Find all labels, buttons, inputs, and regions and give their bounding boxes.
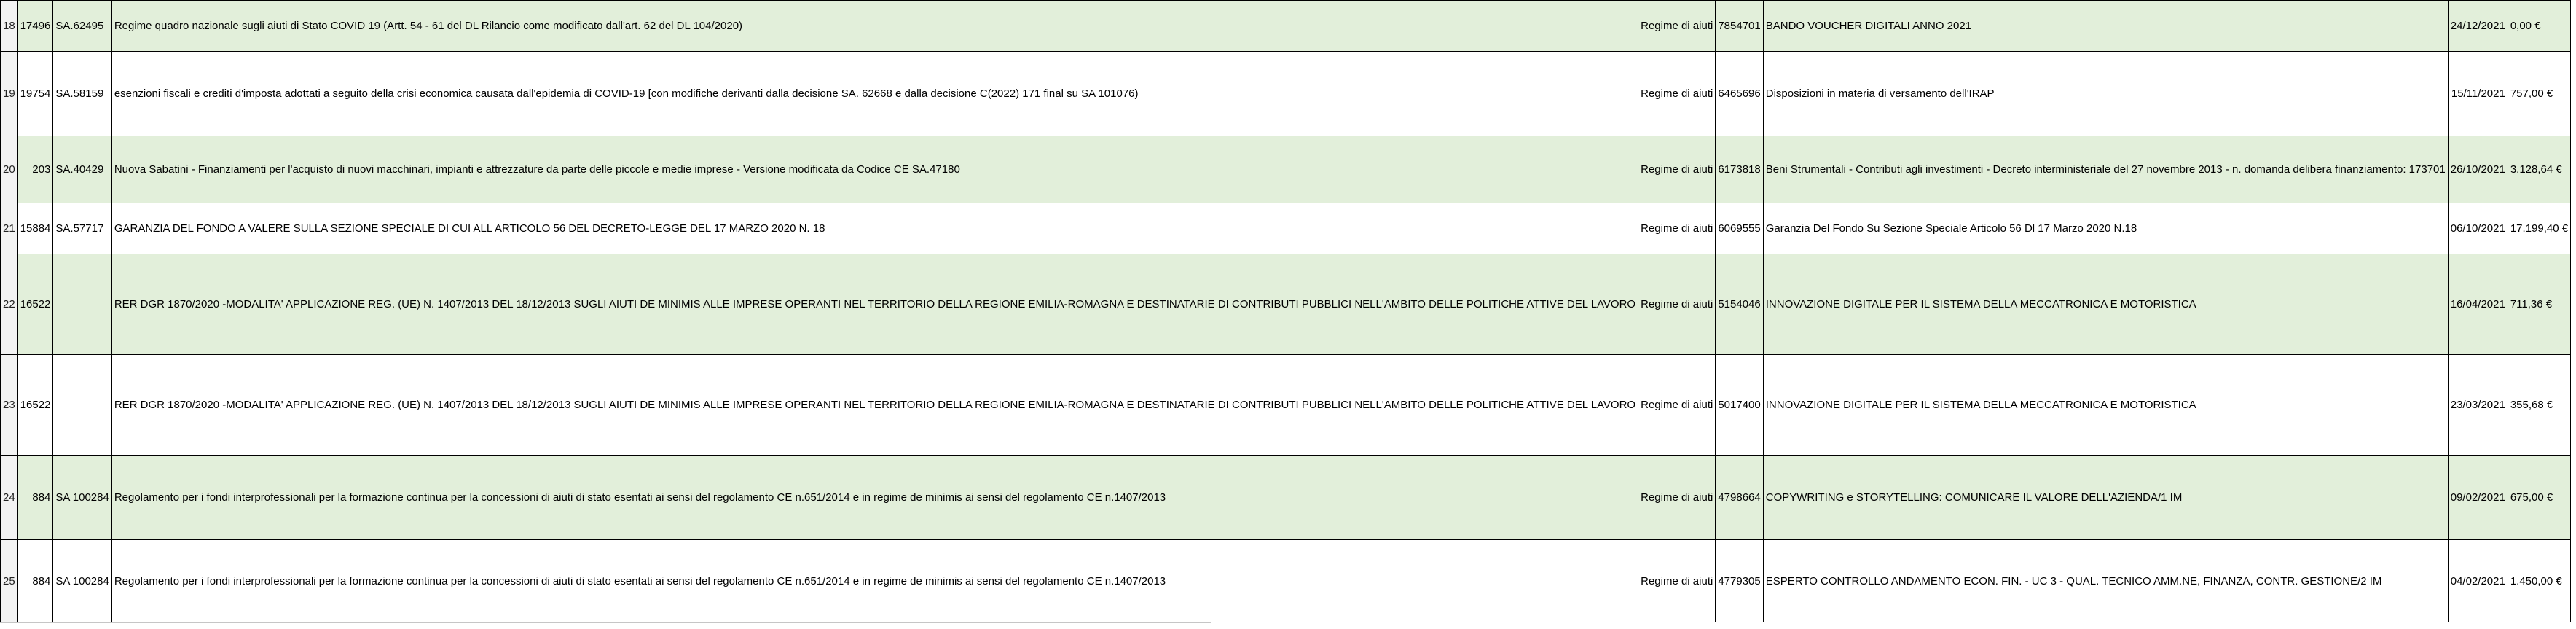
cell-project-title[interactable]: Beni Strumentali - Contributi agli investimenti - Decreto interministeriale del 27 novembre 2013 - n. domanda delibera finanziamento: 173701 <box>1763 136 2448 203</box>
cell-amount[interactable]: 3.128,64 € <box>2508 136 2570 203</box>
cell-regime-title[interactable]: esenzioni fiscali e crediti d'imposta adottati a seguito della crisi economica causata dall'epidemia di COVID-19 [con modifiche derivanti dalla decisione SA. 62668 e dalla decisione C(2022) 171 final su SA 101076) <box>111 52 1638 136</box>
cell-type[interactable]: Regime di aiuti <box>1638 52 1716 136</box>
table-row <box>1 254 2576 355</box>
cell-amount[interactable]: 1.450,00 € <box>2508 540 2570 622</box>
cell-code[interactable]: SA.40429 <box>53 136 111 203</box>
cell-code[interactable]: SA 100284 <box>53 456 111 540</box>
cell-cor[interactable]: 6069555 <box>1716 203 1763 254</box>
cell-cor[interactable]: 4779305 <box>1716 540 1763 622</box>
cell-date[interactable]: 06/10/2021 <box>2448 203 2508 254</box>
row-header[interactable]: 23 <box>1 355 18 456</box>
cell-project-title[interactable]: COPYWRITING e STORYTELLING: COMUNICARE IL VALORE DELL'AZIENDA/1 IM <box>1763 456 2448 540</box>
empty-cell[interactable] <box>2571 203 2576 254</box>
table-row <box>1 203 2576 254</box>
cell-date[interactable]: 16/04/2021 <box>2448 254 2508 355</box>
cell-cor[interactable]: 5154046 <box>1716 254 1763 355</box>
row-header[interactable]: 19 <box>1 52 18 136</box>
cell-project-title[interactable]: INNOVAZIONE DIGITALE PER IL SISTEMA DELLA MECCATRONICA E MOTORISTICA <box>1763 254 2448 355</box>
empty-cell[interactable] <box>2571 540 2576 622</box>
cell-date[interactable]: 24/12/2021 <box>2448 1 2508 52</box>
cell-type[interactable]: Regime di aiuti <box>1638 540 1716 622</box>
cell-amount[interactable]: 0,00 € <box>2508 1 2570 52</box>
cell-date[interactable]: 15/11/2021 <box>2448 52 2508 136</box>
cell-id[interactable]: 16522 <box>17 355 53 456</box>
cell-amount[interactable]: 17.199,40 € <box>2508 203 2570 254</box>
cell-code[interactable]: SA.58159 <box>53 52 111 136</box>
cell-code[interactable]: SA 100284 <box>53 540 111 622</box>
table-row <box>1 52 2576 136</box>
cell-cor[interactable]: 6173818 <box>1716 136 1763 203</box>
empty-cell[interactable] <box>2571 52 2576 136</box>
cell-date[interactable]: 26/10/2021 <box>2448 136 2508 203</box>
cell-id[interactable]: 16522 <box>17 254 53 355</box>
cell-type[interactable]: Regime di aiuti <box>1638 254 1716 355</box>
cell-type[interactable]: Regime di aiuti <box>1638 136 1716 203</box>
cell-date[interactable]: 23/03/2021 <box>2448 355 2508 456</box>
empty-cell[interactable] <box>2571 136 2576 203</box>
cell-project-title[interactable]: ESPERTO CONTROLLO ANDAMENTO ECON. FIN. - UC 3 - QUAL. TECNICO AMM.NE, FINANZA, CONTR. GESTIONE/2 IM <box>1763 540 2448 622</box>
row-header[interactable]: 22 <box>1 254 18 355</box>
cell-cor[interactable]: 4798664 <box>1716 456 1763 540</box>
cell-regime-title[interactable]: RER DGR 1870/2020 -MODALITA' APPLICAZIONE REG. (UE) N. 1407/2013 DEL 18/12/2013 SUGLI AIUTI DE MINIMIS ALLE IMPRESE OPERANTI NEL TERRITORIO DELLA REGIONE EMILIA-ROMAGNA E DESTINATARIE DI CONTRIBUTI PUBBLICI NELL'AMBITO DELLE POLITICHE ATTIVE DEL LAVORO <box>111 355 1638 456</box>
cell-regime-title[interactable]: Regolamento per i fondi interprofessionali per la formazione continua per la concessioni di aiuti di stato esentati ai sensi del regolamento CE n.651/2014 e in regime de minimis ai sensi del regolamento CE n.1407/2013 <box>111 456 1638 540</box>
cell-id[interactable]: 17496 <box>17 1 53 52</box>
cell-cor[interactable]: 6465696 <box>1716 52 1763 136</box>
cell-amount[interactable]: 757,00 € <box>2508 52 2570 136</box>
row-header[interactable]: 24 <box>1 456 18 540</box>
cell-type[interactable]: Regime di aiuti <box>1638 355 1716 456</box>
cell-regime-title[interactable]: Nuova Sabatini - Finanziamenti per l'acquisto di nuovi macchinari, impianti e attrezzature da parte delle piccole e medie imprese - Versione modificata da Codice CE SA.47180 <box>111 136 1638 203</box>
table-row <box>1 456 2576 540</box>
sheet-bottom-edge <box>0 622 1211 629</box>
row-header[interactable]: 25 <box>1 540 18 622</box>
cell-amount[interactable]: 711,36 € <box>2508 254 2570 355</box>
cell-regime-title[interactable]: Regolamento per i fondi interprofessionali per la formazione continua per la concessioni di aiuti di stato esentati ai sensi del regolamento CE n.651/2014 e in regime de minimis ai sensi del regolamento CE n.1407/2013 <box>111 540 1638 622</box>
cell-cor[interactable]: 7854701 <box>1716 1 1763 52</box>
cell-regime-title[interactable]: GARANZIA DEL FONDO A VALERE SULLA SEZIONE SPECIALE DI CUI ALL ARTICOLO 56 DEL DECRETO-LEGGE DEL 17 MARZO 2020 N. 18 <box>111 203 1638 254</box>
cell-amount[interactable]: 355,68 € <box>2508 355 2570 456</box>
cell-project-title[interactable]: Disposizioni in materia di versamento dell'IRAP <box>1763 52 2448 136</box>
cell-id[interactable]: 203 <box>17 136 53 203</box>
empty-cell[interactable] <box>2571 254 2576 355</box>
row-header[interactable]: 21 <box>1 203 18 254</box>
cell-type[interactable]: Regime di aiuti <box>1638 1 1716 52</box>
empty-cell[interactable] <box>2571 456 2576 540</box>
cell-project-title[interactable]: Garanzia Del Fondo Su Sezione Speciale Articolo 56 Dl 17 Marzo 2020 N.18 <box>1763 203 2448 254</box>
table-row <box>1 355 2576 456</box>
cell-code[interactable] <box>53 355 111 456</box>
empty-cell[interactable] <box>2571 1 2576 52</box>
cell-cor[interactable]: 5017400 <box>1716 355 1763 456</box>
cell-id[interactable]: 884 <box>17 456 53 540</box>
cell-id[interactable]: 884 <box>17 540 53 622</box>
cell-type[interactable]: Regime di aiuti <box>1638 203 1716 254</box>
cell-id[interactable]: 19754 <box>17 52 53 136</box>
cell-regime-title[interactable]: Regime quadro nazionale sugli aiuti di Stato COVID 19 (Artt. 54 - 61 del DL Rilancio come modificato dall'art. 62 del DL 104/2020) <box>111 1 1638 52</box>
cell-code[interactable]: SA.57717 <box>53 203 111 254</box>
cell-code[interactable] <box>53 254 111 355</box>
cell-date[interactable]: 04/02/2021 <box>2448 540 2508 622</box>
cell-amount[interactable]: 675,00 € <box>2508 456 2570 540</box>
row-header[interactable]: 20 <box>1 136 18 203</box>
cell-id[interactable]: 15884 <box>17 203 53 254</box>
table-row <box>1 540 2576 622</box>
cell-project-title[interactable]: INNOVAZIONE DIGITALE PER IL SISTEMA DELLA MECCATRONICA E MOTORISTICA <box>1763 355 2448 456</box>
cell-date[interactable]: 09/02/2021 <box>2448 456 2508 540</box>
row-header[interactable]: 18 <box>1 1 18 52</box>
table-row <box>1 1 2576 52</box>
table-row <box>1 136 2576 203</box>
cell-project-title[interactable]: BANDO VOUCHER DIGITALI ANNO 2021 <box>1763 1 2448 52</box>
cell-regime-title[interactable]: RER DGR 1870/2020 -MODALITA' APPLICAZIONE REG. (UE) N. 1407/2013 DEL 18/12/2013 SUGLI AIUTI DE MINIMIS ALLE IMPRESE OPERANTI NEL TERRITORIO DELLA REGIONE EMILIA-ROMAGNA E DESTINATARIE DI CONTRIBUTI PUBBLICI NELL'AMBITO DELLE POLITICHE ATTIVE DEL LAVORO <box>111 254 1638 355</box>
empty-cell[interactable] <box>2571 355 2576 456</box>
cell-type[interactable]: Regime di aiuti <box>1638 456 1716 540</box>
cell-code[interactable]: SA.62495 <box>53 1 111 52</box>
